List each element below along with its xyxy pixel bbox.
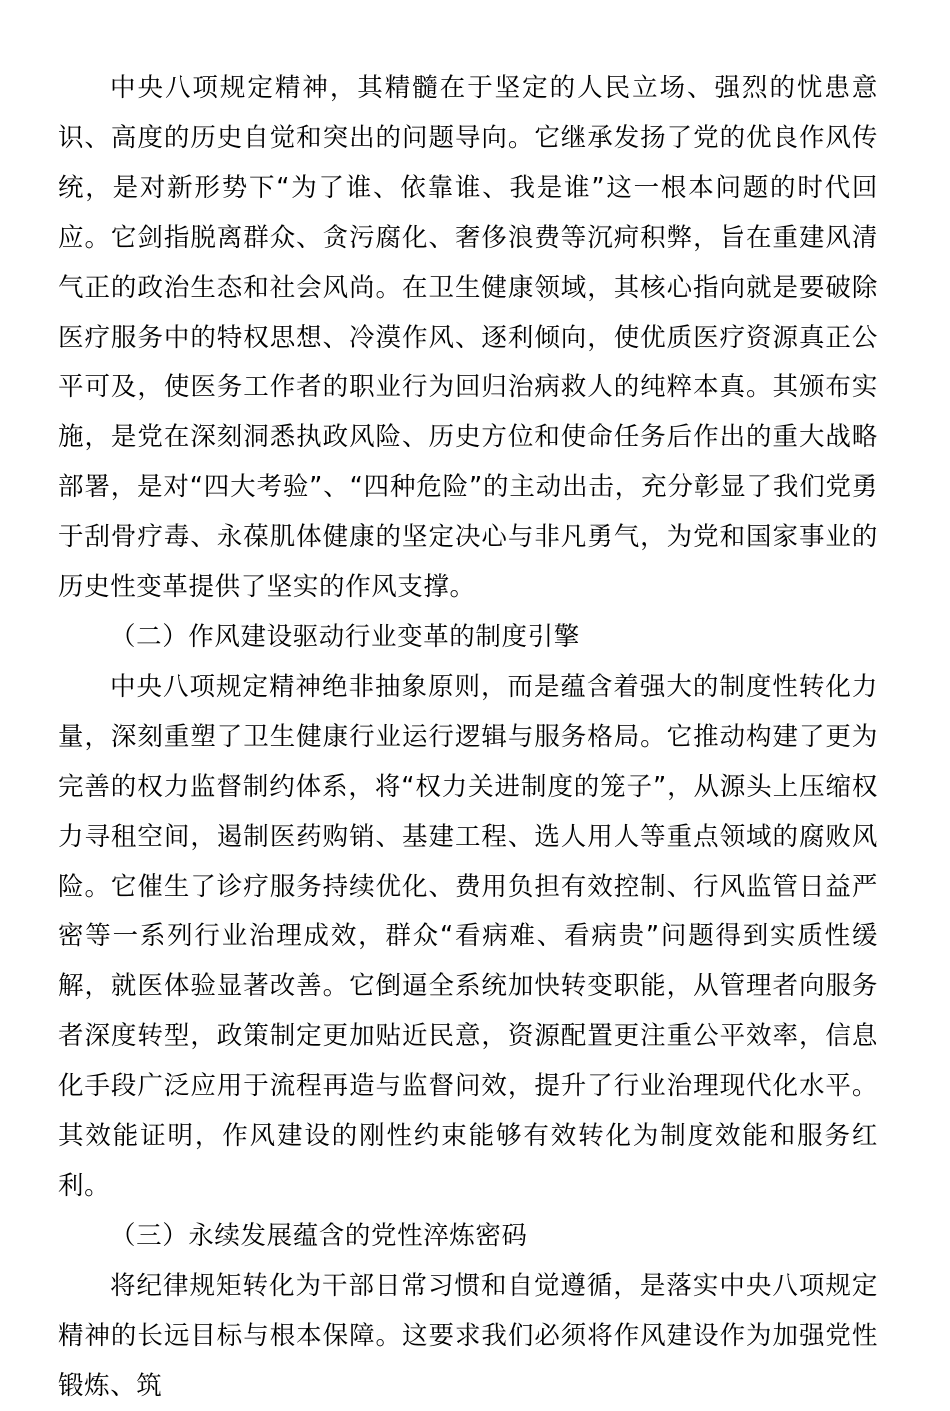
paragraph-institutional-transformation: 中央八项规定精神绝非抽象原则，而是蕴含着强大的制度性转化力量，深刻重塑了卫生健康行业运行逻辑与服务格局。它推动构建了更为完善的权力监督制约体系，将“权力关进制度的笼子”，从源头上压缩权力寻租空间，遏制医药购销、基建工程、选人用人等重点领域的腐败风险。它催生了诊疗服务持续优化、费用负担有效控制、行风监管日益严密等一系列行业治理成效，群众“看病难、看病贵”问题得到实质性缓解，就医体验显著改善。它倒逼全系统加快转变职能，从管理者向服务者深度转型，政策制定更加贴近民意，资源配置更注重公平效率，信息化手段广泛应用于流程再造与监督问效，提升了行业治理现代化水平。其效能证明，作风建设的刚性约束能够有效转化为制度效能和服务红利。 xyxy=(58,671,878,1201)
section-heading-party-spirit: （三）永续发展蕴含的党性淬炼密码 xyxy=(110,1220,528,1251)
section-heading-institutional-engine: （二）作风建设驱动行业变革的制度引擎 xyxy=(110,621,580,652)
document-body xyxy=(58,64,878,1411)
paragraph-discipline-habits: 将纪律规矩转化为干部日常习惯和自觉遵循，是落实中央八项规定精神的长远目标与根本保障。这要求我们必须将作风建设作为加强党性锻炼、筑 xyxy=(58,1270,878,1401)
paragraph-spirit-essence: 中央八项规定精神，其精髓在于坚定的人民立场、强烈的忧患意识、高度的历史自觉和突出的问题导向。它继承发扬了党的优良作风传统，是对新形势下“为了谁、依靠谁、我是谁”这一根本问题的时代回应。它剑指脱离群众、贪污腐化、奢侈浪费等沉疴积弊，旨在重建风清气正的政治生态和社会风尚。在卫生健康领域，其核心指向就是要破除医疗服务中的特权思想、冷漠作风、逐利倾向，使优质医疗资源真正公平可及，使医务工作者的职业行为回归治病救人的纯粹本真。其颁布实施，是党在深刻洞悉执政风险、历史方位和使命任务后作出的重大战略部署，是对“四大考验”、“四种危险”的主动出击，充分彰显了我们党勇于刮骨疗毒、永葆肌体健康的坚定决心与非凡勇气，为党和国家事业的历史性变革提供了坚实的作风支撑。 xyxy=(58,73,878,603)
